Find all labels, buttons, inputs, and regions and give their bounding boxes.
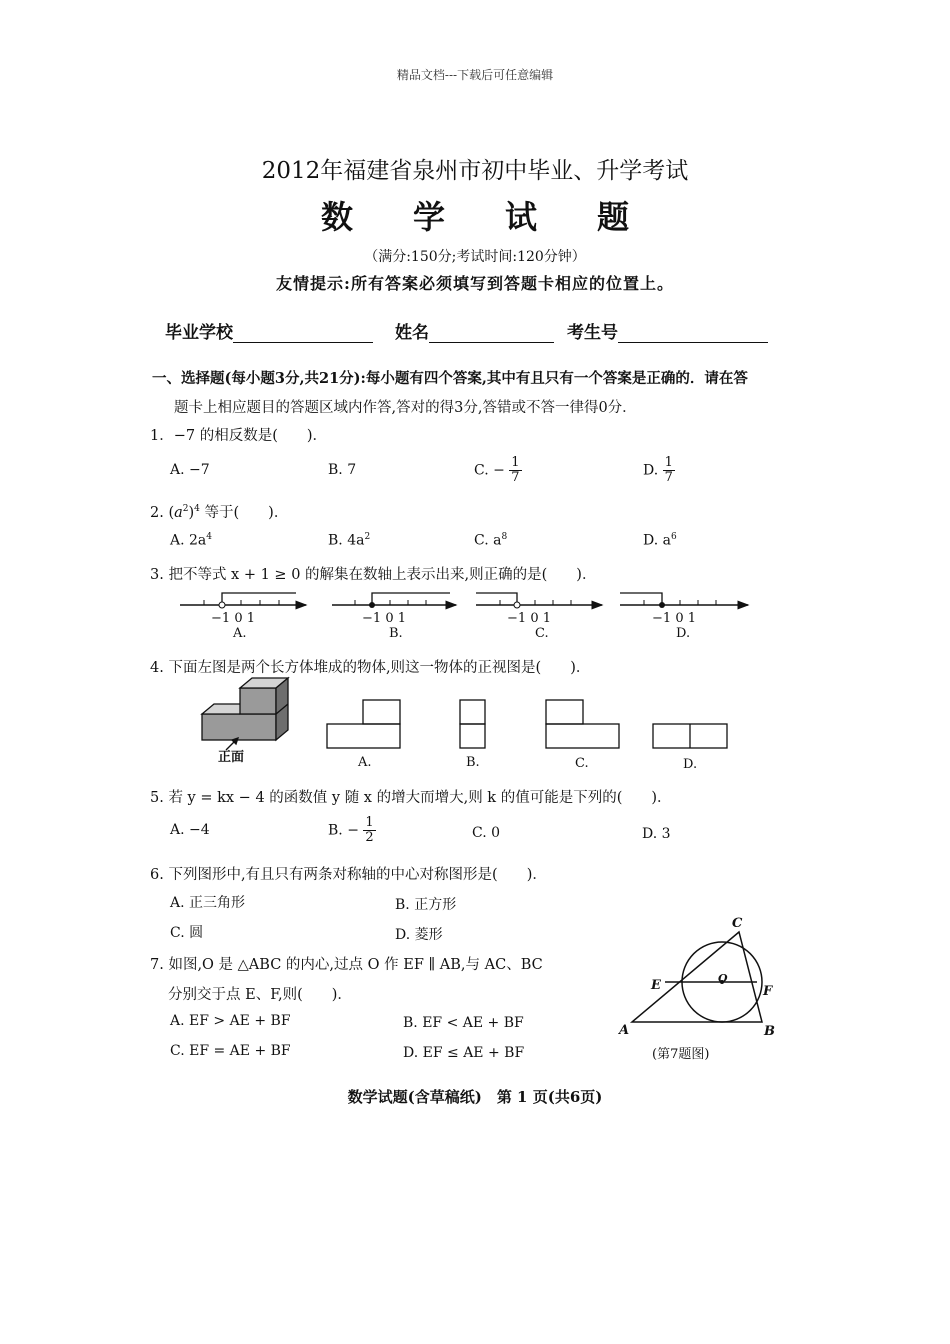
q2-stem: 2. $(a^2)^4$ 等于( )． <box>150 504 289 521</box>
q7-point-c: C <box>732 916 743 931</box>
q7-point-f: F <box>763 984 773 999</box>
q3-label-b: B. <box>389 626 403 641</box>
q1-option-b: B. 7 <box>328 462 357 478</box>
q3-label-a: A. <box>233 626 247 641</box>
q5-option-c: C. 0 <box>472 825 501 841</box>
q4-stem: 4. 下面左图是两个长方体堆成的物体,则这一物体的正视图是( )． <box>150 660 591 676</box>
q4-label-a: A. <box>358 755 372 770</box>
q2-stem-post: 等于( )． <box>199 505 289 521</box>
q1-stem: 1．−7 的相反数是( )． <box>150 428 328 444</box>
friendly-tip: 友情提示:所有答案必须填写到答题卡相应的位置上。 <box>276 274 674 293</box>
q2-outer-exp: 4 <box>194 504 200 515</box>
tick-label: 1 <box>397 611 407 626</box>
q5-option-a: A. −4 <box>170 822 210 838</box>
q4-label-c: C. <box>575 756 589 771</box>
q5-stem: 5. 若 y = kx − 4 的函数值 y 随 x 的增大而增大,则 k 的值可能是下列的( )． <box>150 790 672 806</box>
header-note: 精品文档---下载后可任意编辑 <box>396 68 554 82</box>
q3-label-c: C. <box>535 626 549 641</box>
q6-stem: 6. 下列图形中,有且只有两条对称轴的中心对称图形是( )． <box>150 867 547 883</box>
tick-label: 1 <box>246 611 256 626</box>
q7-option-b: B. EF < AE + BF <box>403 1015 524 1031</box>
q7-figure-caption: (第7题图) <box>652 1047 710 1062</box>
frac-den: 7 <box>511 470 520 485</box>
tick-label: −1 <box>652 611 672 626</box>
q6-option-d: D. 菱形 <box>395 927 443 943</box>
q6-option-a: A. 正三角形 <box>170 895 246 911</box>
q7-stem-line1: 7. 如图,O 是 △ABC 的内心,过点 O 作 EF ∥ AB,与 AC、BC <box>150 957 543 973</box>
exam-no-label: 考生号 <box>567 323 618 343</box>
frac-den: 2 <box>365 830 374 845</box>
frac-num: 1 <box>511 455 520 470</box>
school-label: 毕业学校 <box>165 323 233 343</box>
q2-stem-pre: 2. ( <box>150 505 175 521</box>
q2-base: a <box>174 505 183 521</box>
scoring-info: （满分:150分;考试时间:120分钟） <box>364 249 586 265</box>
q3-stem: 3. 把不等式 x + 1 ≥ 0 的解集在数轴上表示出来,则正确的是( )． <box>150 567 597 583</box>
tick-label: −1 <box>211 611 231 626</box>
q5-b-prefix: B. − <box>328 822 359 839</box>
tick-label: 1 <box>687 611 697 626</box>
q5-option-d: D. 3 <box>642 826 671 842</box>
q6-option-c: C. 圆 <box>170 925 204 941</box>
exam-title: 2012年福建省泉州市初中毕业、升学考试 <box>261 158 689 184</box>
q2-a-text: A. 2a <box>170 532 207 549</box>
q7-point-a: A <box>619 1023 630 1038</box>
q7-point-e: E <box>651 978 661 993</box>
frac-num: 1 <box>365 815 374 830</box>
subject-title: 数学试题 <box>320 198 689 236</box>
section1-line2: 题卡上相应题目的答题区域内作答,答对的得3分,答错或不答一律得0分． <box>174 400 637 416</box>
q2-a-exp: 4 <box>206 532 212 542</box>
tick-label: 0 <box>675 611 684 626</box>
page-footer: 数学试题(含草稿纸) 第 1 页(共6页) <box>347 1088 603 1106</box>
q1-d-prefix: D. <box>643 462 659 479</box>
frac-den: 7 <box>664 470 673 485</box>
q7-option-d: D. EF ≤ AE + BF <box>403 1045 525 1061</box>
q7-point-b: B <box>764 1024 775 1039</box>
q4-front-label: 正面 <box>218 750 245 765</box>
q2-inner-exp: 2 <box>182 504 189 515</box>
q1-option-a: A. −7 <box>170 462 210 478</box>
tick-label: 0 <box>234 611 243 626</box>
q7-point-o: O <box>718 972 728 985</box>
tick-label: 1 <box>542 611 552 626</box>
q3-label-d: D. <box>676 626 691 641</box>
q2-d-exp: 6 <box>670 532 677 542</box>
q1-c-prefix: C. − <box>474 462 505 479</box>
frac-num: 1 <box>664 455 673 470</box>
tick-label: 0 <box>530 611 539 626</box>
q6-option-b: B. 正方形 <box>395 897 457 913</box>
q7-option-c: C. EF = AE + BF <box>170 1043 291 1059</box>
q7-stem-line2: 分别交于点 E、F,则( )． <box>168 987 352 1003</box>
q2-d-text: D. a <box>643 532 671 549</box>
q2-c-exp: 8 <box>501 532 508 542</box>
name-label: 姓名 <box>395 323 429 343</box>
q4-label-d: D. <box>683 757 698 772</box>
section1-line1: 一、选择题(每小题3分,共21分):每小题有四个答案,其中有且只有一个答案是正确的．请在答 <box>152 370 748 387</box>
tick-label: 0 <box>385 611 394 626</box>
q2-b-text: B. 4a <box>328 532 365 549</box>
tick-label: −1 <box>362 611 382 626</box>
tick-label: −1 <box>507 611 527 626</box>
q4-label-b: B. <box>466 755 480 770</box>
q7-option-a: A. EF > AE + BF <box>170 1013 291 1029</box>
q2-b-exp: 2 <box>364 532 371 542</box>
q2-c-text: C. a <box>474 532 502 549</box>
